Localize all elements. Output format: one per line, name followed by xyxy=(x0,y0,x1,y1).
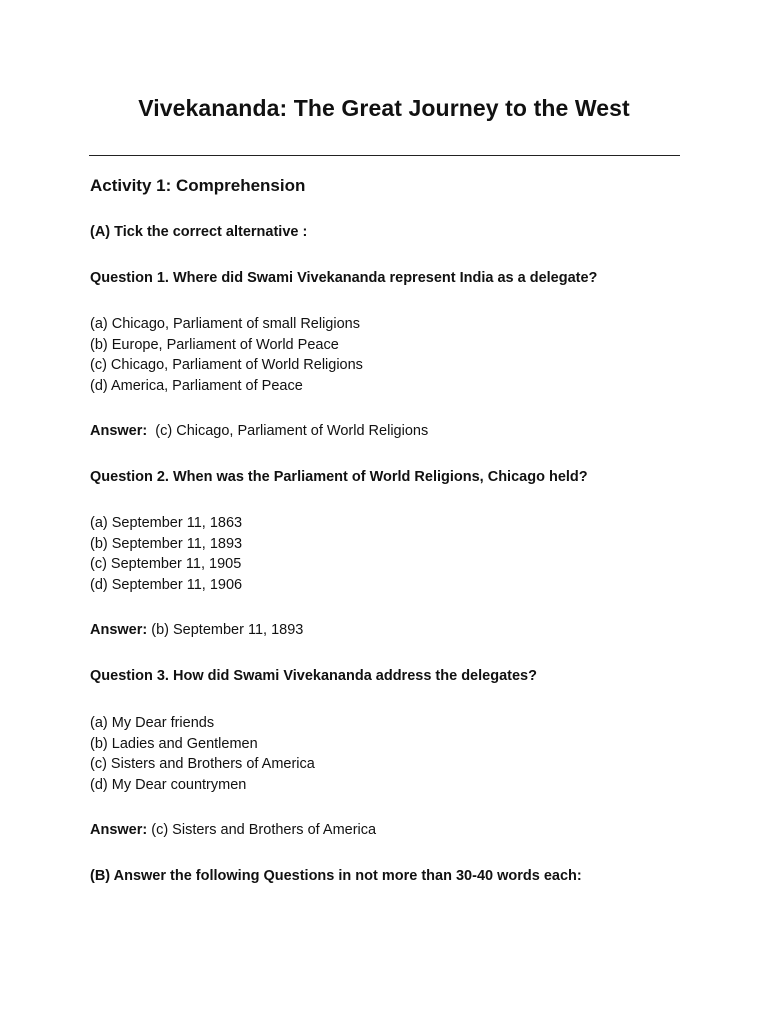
question-1-options xyxy=(90,314,363,397)
answer-2 xyxy=(90,622,303,638)
option-item: (c) Chicago, Parliament of World Religions xyxy=(90,357,363,374)
option-item: (b) Europe, Parliament of World Peace xyxy=(90,336,339,353)
section-a-heading: (A) Tick the correct alternative : xyxy=(90,224,308,240)
option-item: (a) Chicago, Parliament of small Religions xyxy=(90,316,360,332)
option-item: (b) Ladies and Gentlemen xyxy=(90,735,258,752)
option-item: (d) September 11, 1906 xyxy=(90,577,243,594)
option-item: (b) September 11, 1893 xyxy=(90,535,243,552)
option-item: (a) September 11, 1863 xyxy=(90,515,243,531)
answer-3 xyxy=(90,822,376,838)
question-3-options xyxy=(90,713,315,796)
option-item: (c) September 11, 1905 xyxy=(90,556,242,573)
option-item: (d) America, Parliament of Peace xyxy=(90,378,303,395)
answer-1 xyxy=(90,423,428,439)
answer-text: (b) September 11, 1893 xyxy=(151,622,304,638)
answer-text: (c) Chicago, Parliament of World Religions xyxy=(155,423,429,439)
question-1: Question 1. Where did Swami Vivekananda represent India as a delegate? xyxy=(90,270,598,286)
page-title: Vivekananda: The Great Journey to the West xyxy=(138,95,630,121)
title-divider xyxy=(89,155,680,156)
question-2: Question 2. When was the Parliament of World Religions, Chicago held? xyxy=(90,469,588,485)
option-item: (a) My Dear friends xyxy=(90,715,215,731)
section-b-heading: (B) Answer the following Questions in not more than 30-40 words each: xyxy=(90,868,582,884)
answer-label: Answer: xyxy=(90,822,148,838)
question-2-options xyxy=(90,513,242,596)
answer-label: Answer: xyxy=(90,423,148,439)
option-item: (d) My Dear countrymen xyxy=(90,777,247,794)
answer-text: (c) Sisters and Brothers of America xyxy=(151,822,377,838)
option-item: (c) Sisters and Brothers of America xyxy=(90,756,315,773)
activity-heading: Activity 1: Comprehension xyxy=(90,176,306,195)
question-3: Question 3. How did Swami Vivekananda address the delegates? xyxy=(90,668,537,684)
answer-label: Answer: xyxy=(90,622,148,638)
